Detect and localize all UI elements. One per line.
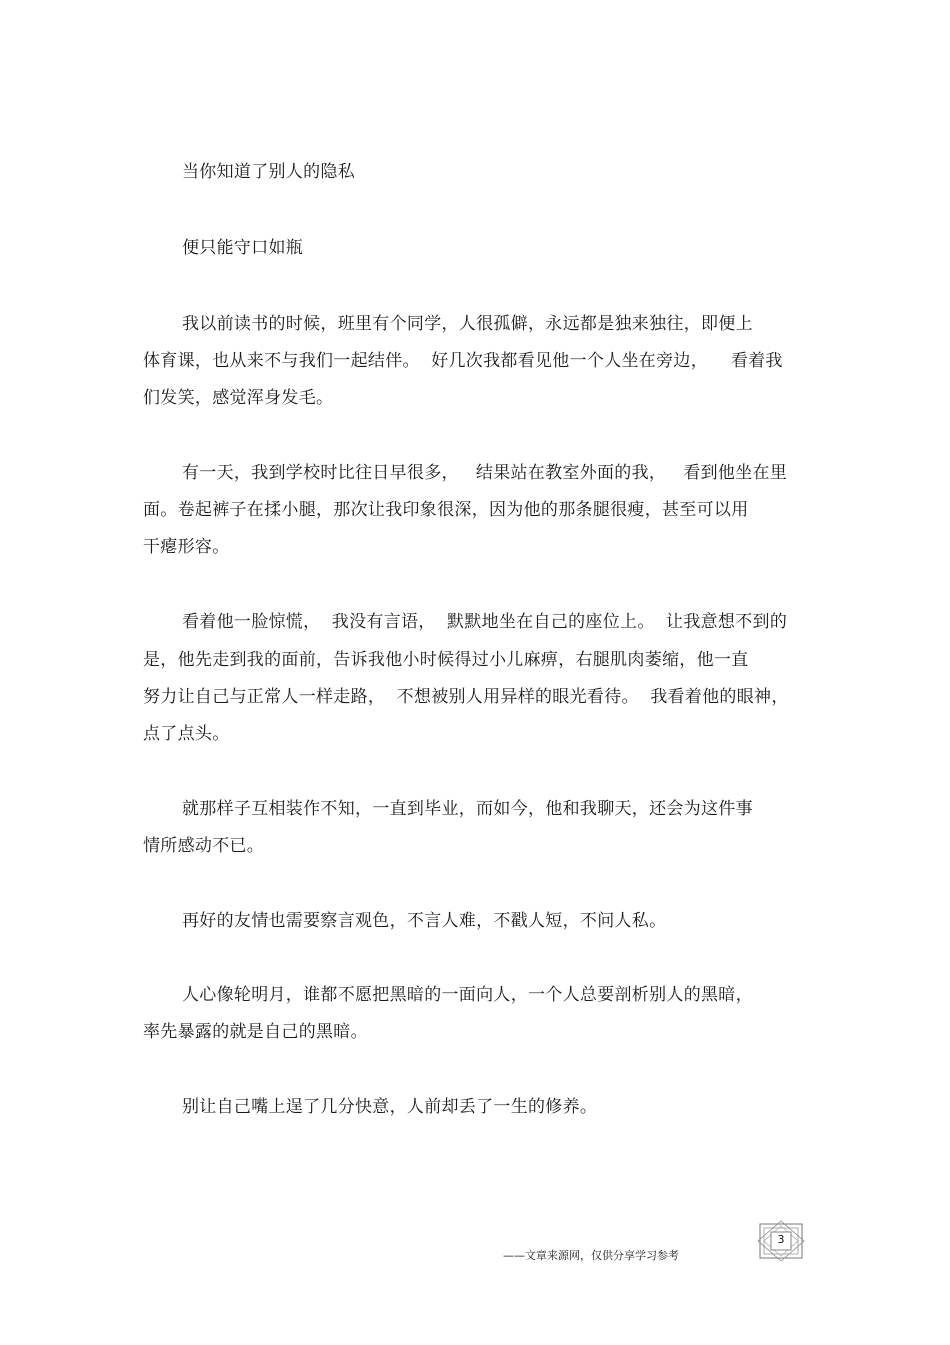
paragraph-2-line-3: 干瘪形容。 <box>143 537 230 557</box>
page-number: 3 <box>777 1233 785 1246</box>
paragraph-1-line-3: 们发笑，感觉浑身发毛。 <box>143 388 334 408</box>
paragraph-2-line-1: 有一天，我到学校时比往日早很多， 结果站在教室外面的我， 看到他坐在里 <box>182 463 788 483</box>
paragraph-3-line-1: 看着他一脸惊慌， 我没有言语， 默默地坐在自己的座位上。 让我意想不到的 <box>182 612 788 632</box>
paragraph-3-line-4: 点了点头。 <box>143 724 230 744</box>
paragraph-3-line-2: 是，他先走到我的面前，告诉我他小时候得过小儿麻痹，右腿肌肉萎缩，他一直 <box>143 650 749 670</box>
paragraph-3-line-3: 努力让自己与正常人一样走路， 不想被别人用异样的眼光看待。 我看着他的眼神， <box>143 687 789 707</box>
paragraph-6-line-1: 人心像轮明月，谁都不愿把黑暗的一面向人，一个人总要剖析别人的黑暗， <box>182 985 753 1005</box>
paragraph-5-line-1: 再好的友情也需要察言观色，不言人难，不戳人短，不问人私。 <box>182 911 667 931</box>
paragraph-1-line-1: 我以前读书的时候，班里有个同学，人很孤僻，永远都是独来独往，即便上 <box>182 314 753 334</box>
footer-source-note: ——文章来源网，仅供分享学习参考 <box>503 1249 679 1262</box>
paragraph-4-line-2: 情所感动不已。 <box>143 836 265 856</box>
paragraph-6-line-2: 率先暴露的就是自己的黑暗。 <box>143 1022 368 1042</box>
paragraph-1-line-2: 体育课，也从来不与我们一起结伴。 好几次我都看见他一个人坐在旁边， 看着我 <box>143 351 783 371</box>
paragraph-2-line-2: 面。卷起裤子在揉小腿，那次让我印象很深，因为他的那条腿很瘦，甚至可以用 <box>143 500 749 520</box>
heading-line-2: 便只能守口如瓶 <box>182 238 304 258</box>
page-number-badge <box>756 1220 806 1262</box>
heading-line-1: 当你知道了别人的隐私 <box>182 162 355 182</box>
paragraph-4-line-1: 就那样子互相装作不知，一直到毕业，而如今，他和我聊天，还会为这件事 <box>182 799 753 819</box>
paragraph-7-line-1: 别让自己嘴上逞了几分快意，人前却丢了一生的修养。 <box>182 1097 598 1117</box>
